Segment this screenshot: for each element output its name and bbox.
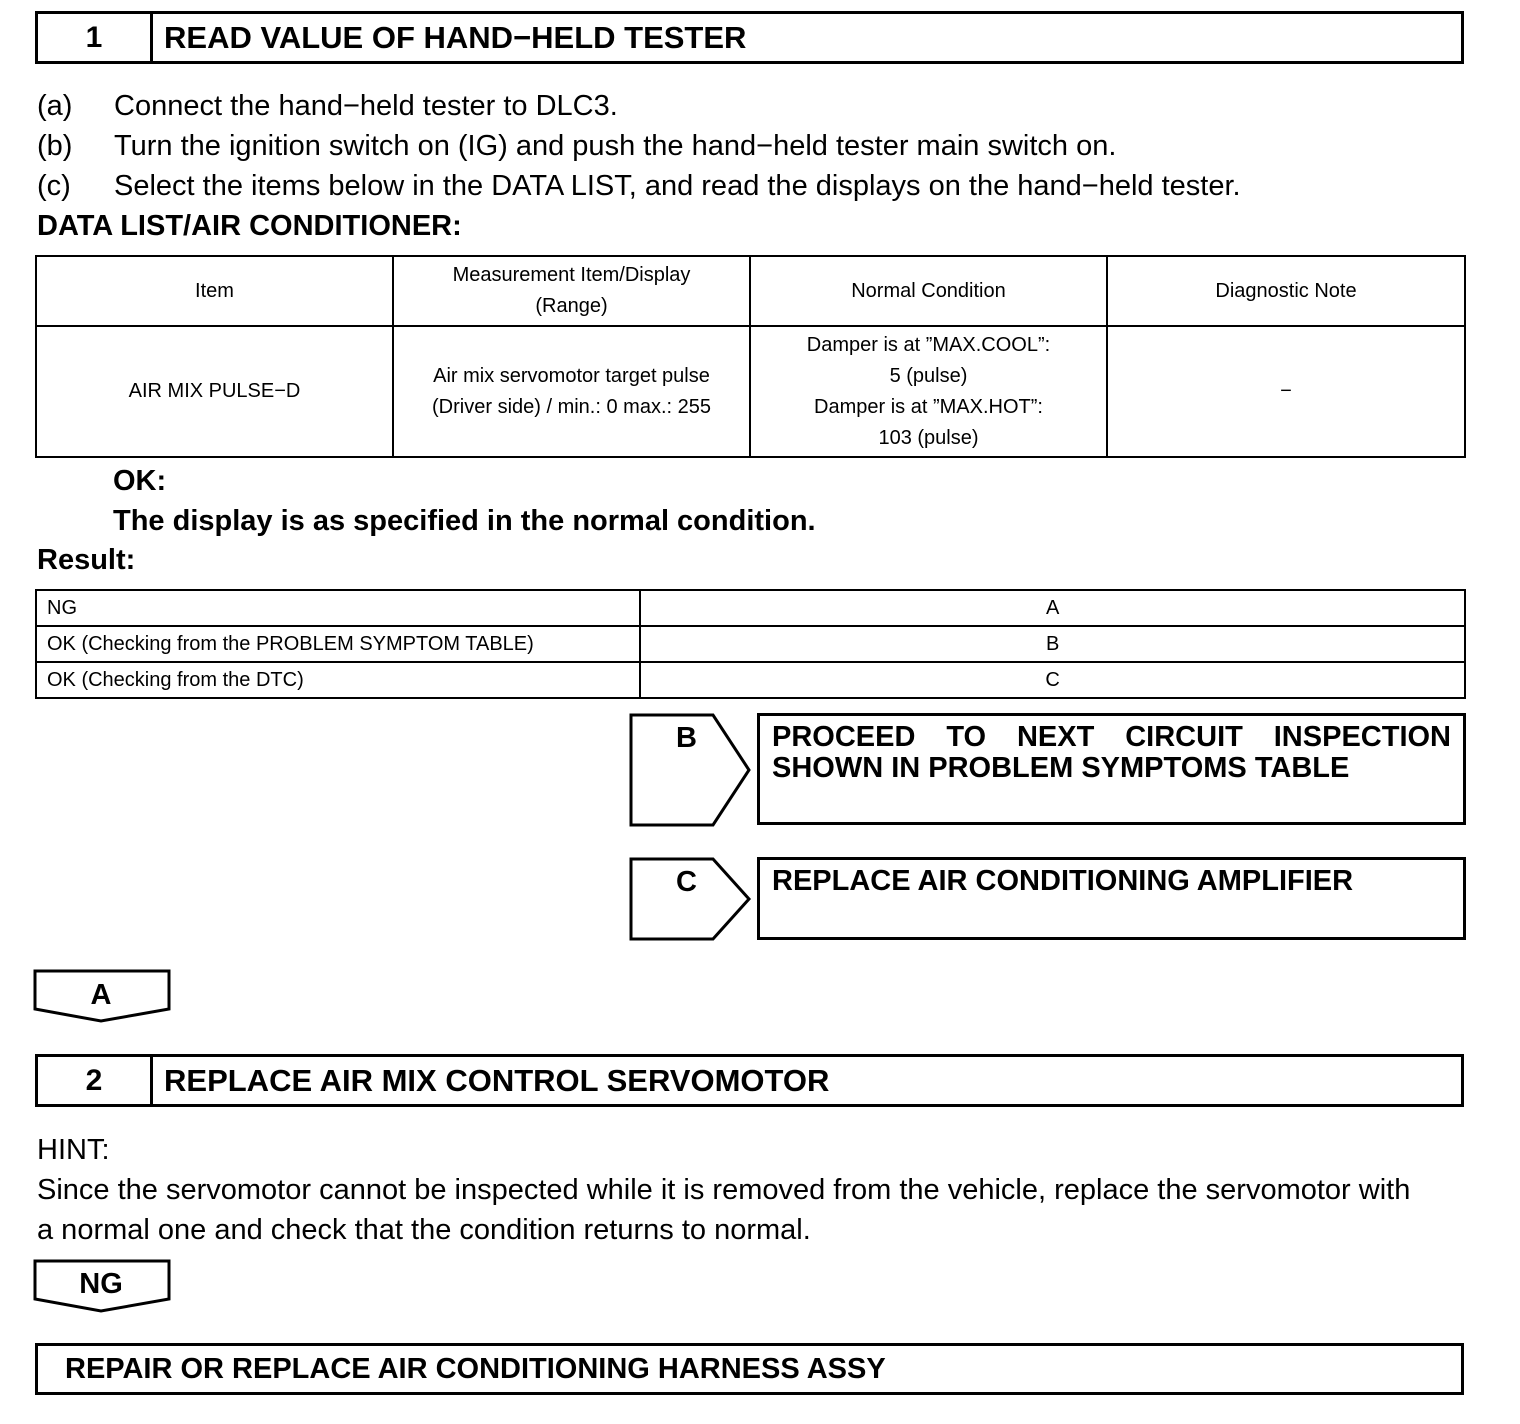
table-header-row — [36, 256, 1465, 326]
hint-label: HINT: — [37, 1134, 110, 1166]
step-1-title: READ VALUE OF HAND−HELD TESTER — [164, 19, 747, 55]
instruction-text: Select the items below in the DATA LIST, and read the displays on the hand−held tester. — [114, 170, 1241, 202]
cell-normal-line3: Damper is at ”MAX.HOT”: — [814, 395, 1043, 418]
instruction-text: Connect the hand−held tester to DLC3. — [114, 90, 618, 122]
hint-line-1: Since the servomotor cannot be inspected while it is removed from the vehicle, replace the servomotor with — [37, 1174, 1411, 1206]
result-code: A — [640, 590, 1465, 626]
branch-b-code: B — [676, 722, 697, 754]
step-2-header — [35, 1054, 1464, 1107]
branch-b-line1: PROCEED TO NEXT CIRCUIT INSPECTION — [772, 721, 1451, 753]
final-action-text: REPAIR OR REPLACE AIR CONDITIONING HARNESS ASSY — [65, 1352, 886, 1385]
header-normal-condition: Normal Condition — [750, 256, 1107, 326]
cell-measurement — [393, 326, 750, 457]
table-row — [36, 662, 1465, 698]
branch-c-code: C — [676, 866, 697, 898]
ok-label: OK: — [113, 465, 167, 497]
instruction-text: Turn the ignition switch on (IG) and push the hand−held tester main switch on. — [114, 130, 1117, 162]
data-list-heading: DATA LIST/AIR CONDITIONER: — [37, 210, 462, 242]
cell-normal-line2: 5 (pulse) — [889, 364, 968, 387]
result-condition: OK (Checking from the PROBLEM SYMPTOM TABLE) — [36, 626, 640, 662]
result-label: Result: — [37, 544, 136, 576]
ok-text: The display is as specified in the normal condition. — [113, 505, 816, 537]
result-condition: NG — [36, 590, 640, 626]
result-condition: OK (Checking from the DTC) — [36, 662, 640, 698]
instruction-label: (a) — [37, 90, 73, 122]
result-code: B — [640, 626, 1465, 662]
table-row — [36, 326, 1465, 457]
hint-line-2: a normal one and check that the condition returns to normal. — [37, 1214, 811, 1246]
data-list-table — [35, 255, 1466, 458]
instruction-a — [37, 90, 618, 123]
final-action-box — [35, 1343, 1464, 1395]
header-item: Item — [36, 256, 393, 326]
branch-c-text: REPLACE AIR CONDITIONING AMPLIFIER — [772, 865, 1354, 897]
header-measurement-line2: (Range) — [535, 295, 608, 317]
table-row — [36, 626, 1465, 662]
cell-item: AIR MIX PULSE−D — [36, 326, 393, 457]
instruction-c — [37, 170, 1241, 203]
header-measurement-line1: Measurement Item/Display — [452, 264, 691, 286]
instruction-label: (b) — [37, 130, 73, 162]
result-table — [35, 589, 1466, 699]
arrow-ng-label: NG — [79, 1268, 123, 1300]
result-code: C — [640, 662, 1465, 698]
arrow-a-label: A — [90, 979, 112, 1011]
instruction-label: (c) — [37, 170, 71, 202]
cell-normal-line1: Damper is at ”MAX.COOL”: — [806, 333, 1051, 356]
branch-b-line2: SHOWN IN PROBLEM SYMPTOMS TABLE — [772, 752, 1350, 784]
instruction-b — [37, 130, 1117, 163]
step-1-number: 1 — [38, 14, 153, 61]
cell-normal-condition — [750, 326, 1107, 457]
cell-measurement-line1: Air mix servomotor target pulse — [433, 364, 710, 387]
cell-diagnostic-note: − — [1107, 326, 1465, 457]
header-diagnostic-note: Diagnostic Note — [1107, 256, 1465, 326]
step-1-header — [35, 11, 1464, 64]
branch-b-box — [757, 713, 1466, 825]
cell-measurement-line2: (Driver side) / min.: 0 max.: 255 — [432, 395, 711, 418]
step-2-number: 2 — [38, 1057, 153, 1104]
cell-normal-line4: 103 (pulse) — [878, 426, 979, 449]
branch-c-box — [757, 857, 1466, 940]
table-row — [36, 590, 1465, 626]
header-measurement — [393, 256, 750, 326]
step-2-title: REPLACE AIR MIX CONTROL SERVOMOTOR — [164, 1062, 830, 1098]
